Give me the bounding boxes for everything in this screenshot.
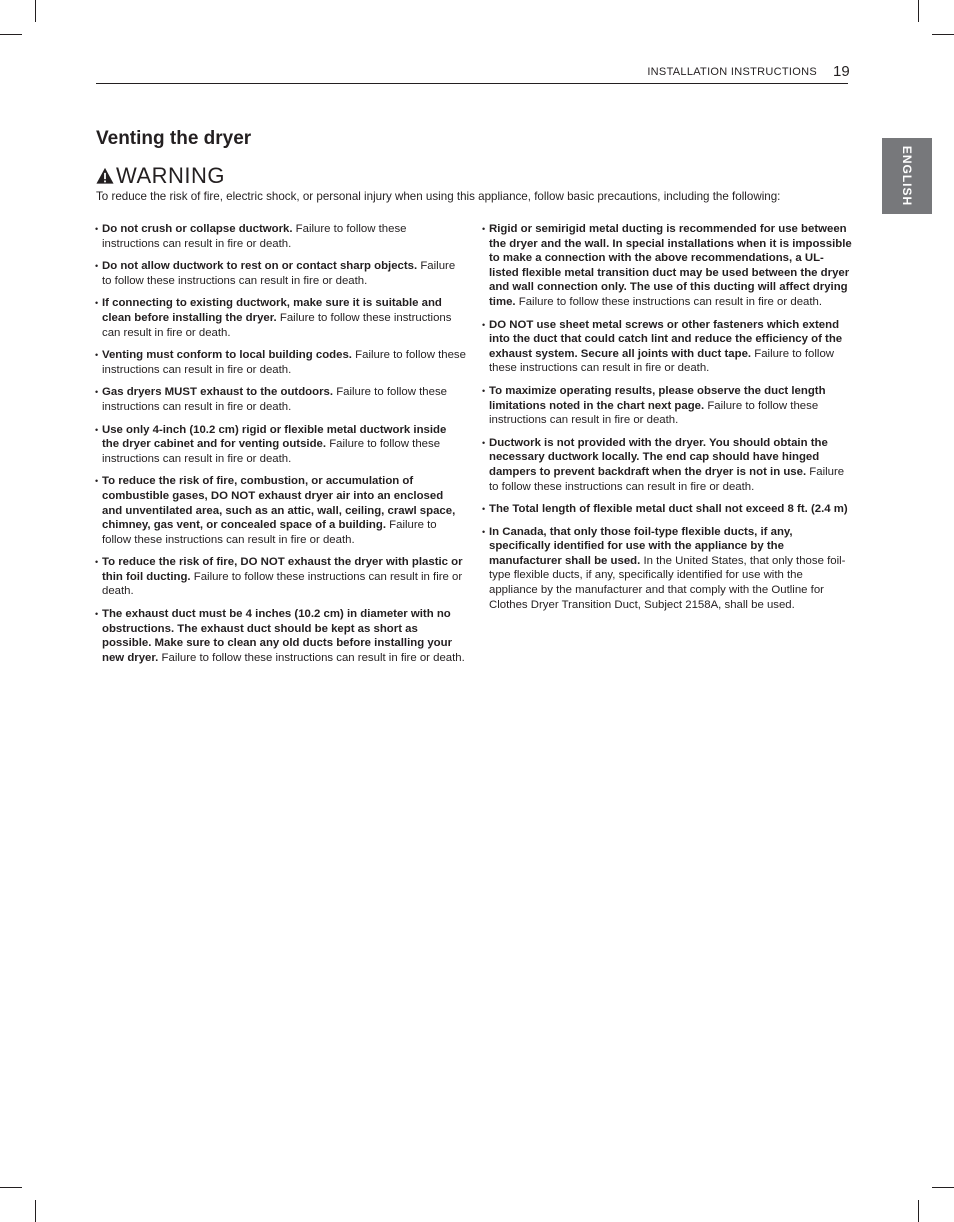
crop-mark bbox=[0, 1187, 22, 1188]
crop-mark bbox=[35, 1200, 36, 1222]
bullet-bold-text: The Total length of flexible metal duct shall not exceed 8 ft. (2.4 m) bbox=[489, 503, 848, 516]
crop-mark bbox=[918, 1200, 919, 1222]
bullet-bold-text: To reduce the risk of fire, combustion, or accumulation of combustible gases, DO NOT exhaust dryer air into an enclosed and unventilated area, such as an attic, wall, ceiling, crawl space, chimney, gas vent, or concealed space of a building. bbox=[102, 475, 456, 532]
bullet-body-text: Failure to follow these instructions can result in fire or death. bbox=[102, 223, 407, 250]
right-column bbox=[483, 222, 853, 620]
bullet-bold-text: DO NOT use sheet metal screws or other fasteners which extend into the duct that could catch lint and reduce the efficiency of the exhaust system. Secure all joints with duct tape. bbox=[489, 318, 843, 360]
section-title: Venting the dryer bbox=[96, 128, 252, 149]
language-tab bbox=[882, 138, 932, 214]
bullet-bold-text: Rigid or semirigid metal ducting is recommended for use between the dryer and the wall. In special installations when it is impossible to make a connection with the above recommendations, a UL-listed flexible metal transition duct may be used between the dryer and wall connection only. The use of this ducting will affect drying time. bbox=[489, 223, 852, 308]
running-head: INSTALLATION INSTRUCTIONS bbox=[647, 66, 817, 78]
warning-label: WARNING bbox=[116, 163, 226, 188]
bullet-item bbox=[483, 384, 853, 428]
bullet-body-text: In the United States, that only those foil-type flexible ducts, if any, specifically identified for use with the appliance by the manufacturer and that comply with the Outline for Clothes Dryer Transition Duct, Subject 2158A, shall be used. bbox=[489, 554, 846, 611]
warning-intro: To reduce the risk of fire, electric shock, or personal injury when using this appliance, follow basic precautions, including the following: bbox=[96, 190, 781, 203]
bullet-body-text: Failure to follow these instructions can result in fire or death. bbox=[515, 295, 823, 308]
bullet-bold-text: The exhaust duct must be 4 inches (10.2 cm) in diameter with no obstructions. The exhaust duct should be kept as short as possible. Make sure to clean any old ducts before installing your new dryer. bbox=[102, 608, 453, 664]
bullet-item bbox=[483, 436, 853, 494]
bullet-body-text: Failure to follow these instructions can result in fire or death. bbox=[102, 570, 463, 598]
bullet-item bbox=[96, 222, 466, 251]
bullet-body-text: Failure to follow these instructions can result in fire or death. bbox=[489, 465, 845, 493]
bullet-bold-text: Do not crush or collapse ductwork. bbox=[102, 223, 293, 235]
bullet-item bbox=[96, 474, 466, 547]
bullet-item bbox=[483, 318, 853, 376]
bullet-body-text: Failure to follow these instructions can result in fire or death. bbox=[489, 399, 819, 427]
bullet-body-text: Failure to follow these instructions can result in fire or death. bbox=[102, 438, 441, 465]
crop-mark bbox=[932, 34, 954, 35]
warning-heading bbox=[96, 162, 225, 190]
bullet-bold-text: To reduce the risk of fire, DO NOT exhaust the dryer with plastic or thin foil ducting. bbox=[102, 556, 463, 583]
language-tab-label: ENGLISH bbox=[900, 145, 914, 207]
bullet-item bbox=[96, 607, 466, 665]
header-rule bbox=[96, 83, 848, 84]
bullet-item bbox=[96, 259, 466, 288]
bullet-body-text: Failure to follow these instructions can result in fire or death. bbox=[102, 386, 447, 413]
bullet-item bbox=[483, 525, 853, 613]
bullet-body-text: Failure to follow these instructions can result in fire or death. bbox=[158, 651, 465, 664]
bullet-item bbox=[96, 423, 466, 467]
bullet-body-text: Failure to follow these instructions can result in fire or death. bbox=[102, 260, 456, 287]
warning-triangle-icon bbox=[96, 167, 114, 185]
bullet-bold-text: In Canada, that only those foil-type flexible ducts, if any, specifically identified for use with the appliance by the manufacturer shall be used. bbox=[489, 525, 793, 567]
bullet-item bbox=[483, 502, 853, 517]
crop-mark bbox=[0, 34, 22, 35]
bullet-item bbox=[96, 348, 466, 377]
crop-mark bbox=[35, 0, 36, 22]
bullet-bold-text: Use only 4-inch (10.2 cm) rigid or flexible metal ductwork inside the dryer cabinet and for venting outside. bbox=[102, 423, 447, 451]
bullet-item bbox=[96, 555, 466, 599]
bullet-bold-text: Venting must conform to local building codes. bbox=[102, 349, 352, 362]
crop-mark bbox=[932, 1187, 954, 1188]
bullet-item bbox=[96, 296, 466, 340]
bullet-body-text: Failure to follow these instructions can result in fire or death. bbox=[102, 349, 466, 376]
crop-mark bbox=[918, 0, 919, 22]
bullet-bold-text: To maximize operating results, please observe the duct length limitations noted in the chart next page. bbox=[489, 384, 826, 412]
bullet-bold-text: Gas dryers MUST exhaust to the outdoors. bbox=[102, 386, 334, 399]
page-number: 19 bbox=[833, 63, 850, 80]
bullet-body-text: Failure to follow these instructions can result in fire or death. bbox=[489, 347, 835, 375]
bullet-item bbox=[96, 385, 466, 414]
bullet-item bbox=[483, 222, 853, 310]
bullet-bold-text: If connecting to existing ductwork, make sure it is suitable and clean before installing the dryer. bbox=[102, 297, 442, 324]
bullet-bold-text: Ductwork is not provided with the dryer. You should obtain the necessary ductwork locally. The end cap should have hinged dampers to prevent backdraft when the dryer is not in use. bbox=[489, 436, 828, 478]
left-column bbox=[96, 222, 466, 673]
bullet-body-text: Failure to follow these instructions can result in fire or death. bbox=[102, 519, 437, 546]
bullet-bold-text: Do not allow ductwork to rest on or contact sharp objects. bbox=[102, 260, 418, 273]
bullet-body-text: Failure to follow these instructions can result in fire or death. bbox=[102, 311, 452, 339]
